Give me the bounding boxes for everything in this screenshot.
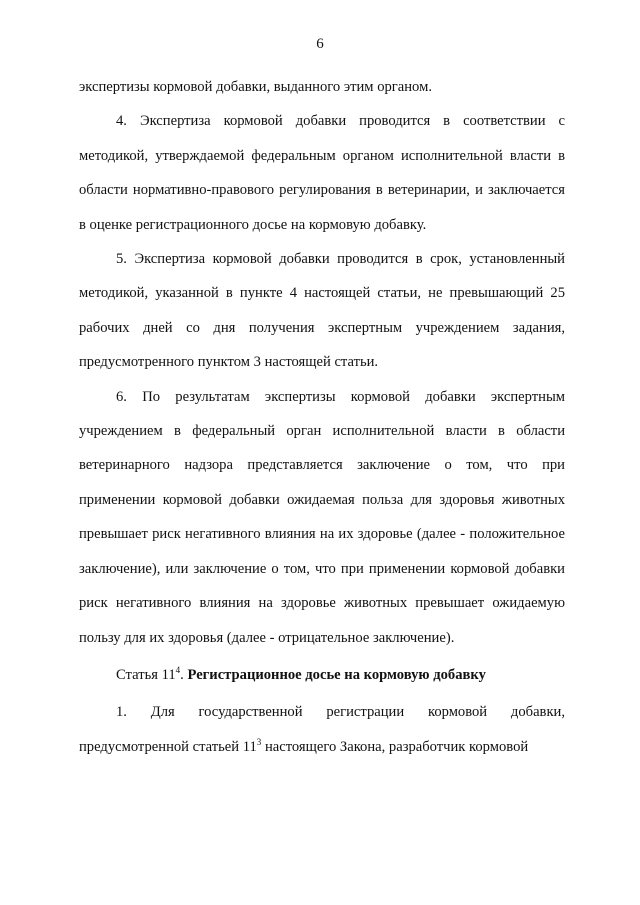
paragraph-text-after: настоящего Закона, разработчик кормовой <box>261 738 529 755</box>
paragraph-superscript: 3 <box>256 736 262 747</box>
article-number-superscript: 4 <box>175 665 181 676</box>
article-number-dot: . <box>180 666 184 683</box>
paragraph-item-4: 4. Экспертиза кормовой добавки проводится в соответствии с методикой, утверждаемой федеральным органом исполнительной власти в области нормативно-правового регулирования в ветеринарии, и заключается в оценке регистрационного досье на кормовую добавку. <box>79 113 565 233</box>
article-heading <box>79 658 565 692</box>
page-number: 6 <box>316 36 324 52</box>
paragraph-article-item-1 <box>79 695 565 764</box>
document-body <box>79 70 565 764</box>
paragraph-text-before: 1. Для государственной регистрации кормовой добавки, предусмотренной статьей 11 <box>79 704 565 755</box>
paragraph-continuation: экспертизы кормовой добавки, выданного этим органом. <box>79 79 432 95</box>
paragraph-item-5: 5. Экспертиза кормовой добавки проводится в срок, установленный методикой, указанной в пункте 4 настоящей статьи, не превышающий 25 рабочих дней со дня получения экспертным учреждением задания, предусмотренного пунктом 3 настоящей статьи. <box>79 251 565 371</box>
paragraph-item-6: 6. По результатам экспертизы кормовой добавки экспертным учреждением в федеральный орган исполнительной власти в области ветеринарного надзора представляется заключение о том, что при применении кормовой добавки ожидаемая польза для здоровья животных превышает риск негативного влияния на их здоровье (далее - положительное заключение), или заключение о том, что при применении кормовой добавки риск негативного влияния на здоровье животных превышает ожидаемую пользу для их здоровья (далее - отрицательное заключение). <box>79 388 565 646</box>
article-number: Статья 11 <box>116 666 176 683</box>
article-title: Регистрационное досье на кормовую добавку <box>187 666 486 683</box>
